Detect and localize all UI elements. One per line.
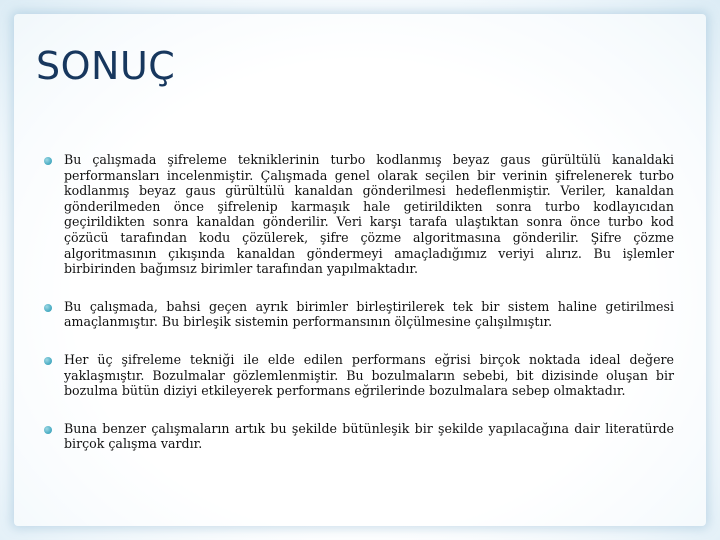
bullet-dot-icon: [44, 304, 52, 312]
bullet-list: [44, 152, 674, 452]
bullet-text: Bu çalışmada şifreleme tekniklerinin turbo kodlanmış beyaz gaus gürültülü kanaldaki performansları incelenmiştir. Çalışmada genel olarak seçilen bir verinin şifrelenerek turbo kodlanmış beyaz gaus gürültülü kanaldan gönderilmesi hedeflenmiştir. Veriler, kanaldan gönderilmeden önce şifrelenip karmaşık hale getirildikten sonra turbo kodlayıcıdan geçirildikten sonra kanaldan gönderilir. Veri karşı tarafa ulaştıktan sonra önce turbo kod çözücü tarafından kodu çözülerek, şifre çözme algoritmasına gönderilir. Şifre çözme algoritmasının çıkışında kanaldan göndermeyi amaçladığımız veriyi alırız. Bu işlemler birbirinden bağımsız birimler tarafından yapılmaktadır.: [64, 152, 674, 277]
bullet-dot-icon: [44, 426, 52, 434]
slide-title: SONUÇ: [36, 44, 176, 88]
bullet-text: Bu çalışmada, bahsi geçen ayrık birimler birleştirilerek tek bir sistem haline getirilmesi amaçlanmıştır. Bu birleşik sistemin performansının ölçülmesine çalışılmıştır.: [64, 298, 674, 330]
bullet-text: Her üç şifreleme tekniği ile elde edilen performans eğrisi birçok noktada ideal değere yaklaşmıştır. Bozulmalar gözlemlenmiştir. Bu bozulmaların sebebi, bit dizisinde oluşan bir bozulma bütün diziyi etkileyerek performans eğrilerinde bozulmalara sebep olmaktadır.: [64, 351, 674, 399]
bullet-item: [44, 352, 674, 399]
bullet-text: Buna benzer çalışmaların artık bu şekilde bütünleşik bir şekilde yapılacağına dair literatürde birçok çalışma vardır.: [64, 420, 674, 452]
bullet-item: [44, 421, 674, 452]
bullet-item: [44, 152, 674, 277]
bullet-item: [44, 299, 674, 330]
bullet-dot-icon: [44, 357, 52, 365]
bullet-dot-icon: [44, 157, 52, 165]
